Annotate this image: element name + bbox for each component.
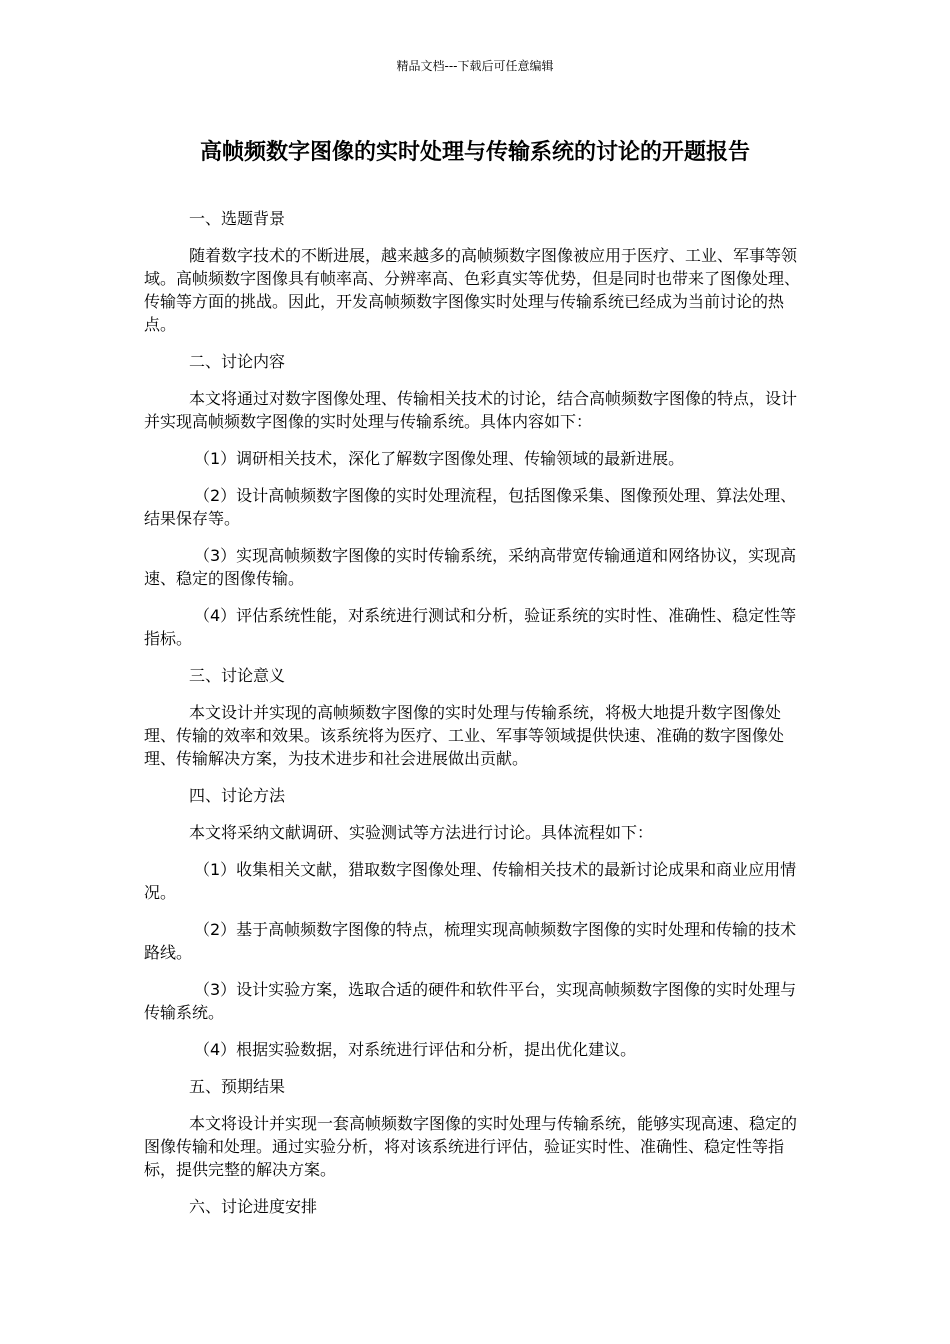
section-heading-background: 一、选题背景 bbox=[189, 209, 286, 228]
list-item: （1）收集相关文献，猎取数字图像处理、传输相关技术的最新讨论成果和商业应用情况。 bbox=[144, 860, 797, 902]
paragraph-background: 随着数字技术的不断进展，越来越多的高帧频数字图像被应用于医疗、工业、军事等领域。高帧频数字图像具有帧率高、分辨率高、色彩真实等优势，但是同时也带来了图像处理、传输等方面的挑战。因此，开发高帧频数字图像实时处理与传输系统已经成为当前讨论的热点。 bbox=[144, 246, 801, 334]
list-item: （4）评估系统性能，对系统进行测试和分析，验证系统的实时性、准确性、稳定性等指标。 bbox=[144, 606, 797, 648]
page-header: 精品文档---下载后可任意编辑 bbox=[396, 59, 554, 73]
list-item: （2）设计高帧频数字图像的实时处理流程，包括图像采集、图像预处理、算法处理、结果保存等。 bbox=[144, 486, 797, 528]
list-item: （2）基于高帧频数字图像的特点，梳理实现高帧频数字图像的实时处理和传输的技术路线。 bbox=[144, 920, 797, 962]
list-item: （3）实现高帧频数字图像的实时传输系统，采纳高带宽传输通道和网络协议，实现高速、稳定的图像传输。 bbox=[144, 546, 797, 588]
document-title: 高帧频数字图像的实时处理与传输系统的讨论的开题报告 bbox=[199, 140, 750, 165]
list-item: （4）根据实验数据，对系统进行评估和分析，提出优化建议。 bbox=[194, 1040, 637, 1059]
paragraph-significance: 本文设计并实现的高帧频数字图像的实时处理与传输系统，将极大地提升数字图像处理、传输的效率和效果。该系统将为医疗、工业、军事等领域提供快速、准确的数字图像处理、传输解决方案，为技术进步和社会进展做出贡献。 bbox=[144, 703, 785, 768]
list-item: （1）调研相关技术，深化了解数字图像处理、传输领域的最新进展。 bbox=[194, 449, 685, 468]
paragraph-expected-results: 本文将设计并实现一套高帧频数字图像的实时处理与传输系统，能够实现高速、稳定的图像传输和处理。通过实验分析，将对该系统进行评估，验证实时性、准确性、稳定性等指标，提供完整的解决方案。 bbox=[144, 1114, 798, 1179]
document-body bbox=[144, 207, 810, 1232]
list-item: （3）设计实验方案，选取合适的硬件和软件平台，实现高帧频数字图像的实时处理与传输系统。 bbox=[144, 980, 797, 1022]
section-heading-significance: 三、讨论意义 bbox=[189, 666, 286, 685]
paragraph-content-intro: 本文将通过对数字图像处理、传输相关技术的讨论，结合高帧频数字图像的特点，设计并实现高帧频数字图像的实时处理与传输系统。具体内容如下： bbox=[144, 389, 798, 431]
section-heading-content: 二、讨论内容 bbox=[189, 352, 286, 371]
section-heading-method: 四、讨论方法 bbox=[189, 786, 286, 805]
paragraph-method-intro: 本文将采纳文献调研、实验测试等方法进行讨论。具体流程如下： bbox=[189, 823, 654, 842]
section-heading-schedule: 六、讨论进度安排 bbox=[189, 1197, 318, 1216]
section-heading-expected-results: 五、预期结果 bbox=[189, 1077, 286, 1096]
